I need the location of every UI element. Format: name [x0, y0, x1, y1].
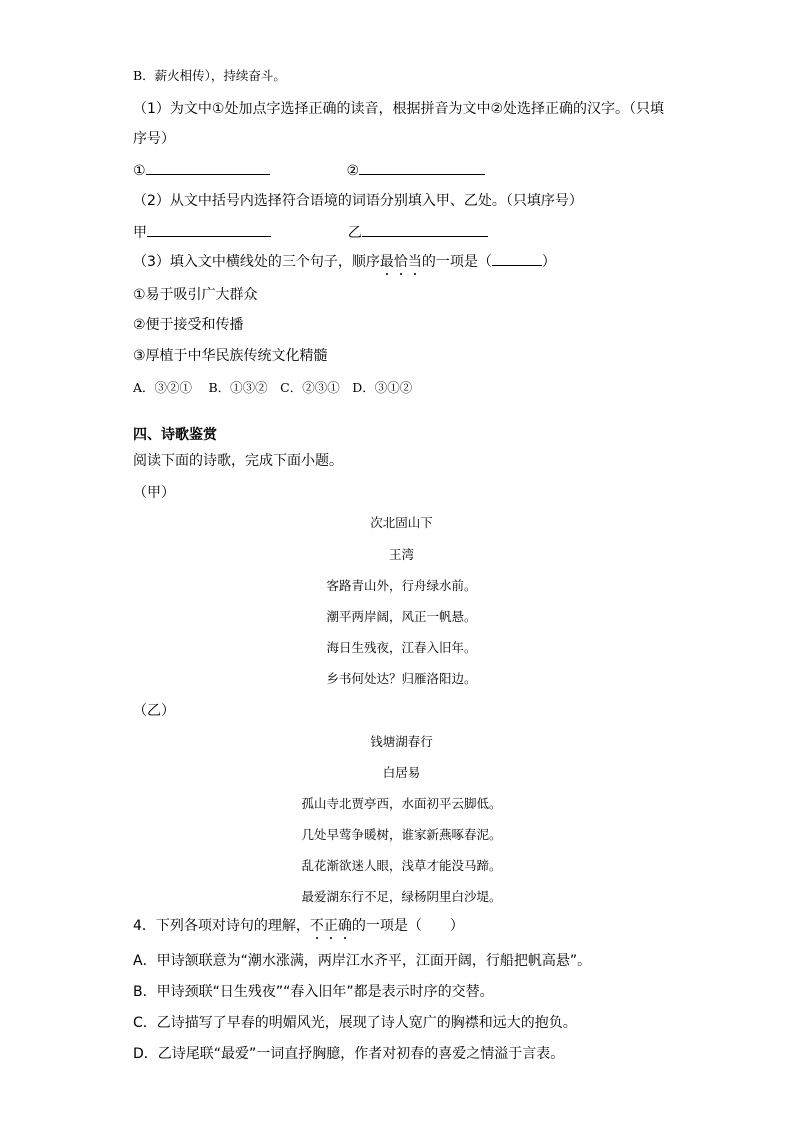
q1-blank2-label: ② — [346, 163, 360, 179]
q2-answer-row — [133, 222, 793, 243]
emphasis-char: 不 — [309, 918, 324, 934]
q4-option-d[interactable]: D．乙诗尾联“最爱”一词直抒胸臆，作者对初春的喜爱之情溢于言表。 — [133, 1046, 565, 1062]
section4-heading: 四、诗歌鉴赏 — [133, 427, 217, 443]
q2-blank1[interactable] — [147, 222, 271, 237]
q2-blank2-label: 乙 — [347, 225, 362, 241]
q3-answer-blank[interactable] — [492, 251, 542, 266]
q3-item-3: ③厚植于中华民族传统文化精髓 — [133, 348, 328, 364]
q1-answer-row — [133, 160, 793, 181]
emphasis-char: 确 — [337, 918, 352, 934]
q4-option-b[interactable]: B．甲诗颈联“日生残夜”“春入旧年”都是表示时序的交替。 — [133, 984, 494, 1000]
q3-options: A．③②① B．①③② C．②③① D．③①② — [133, 380, 413, 395]
poem-a-label: （甲） — [133, 485, 175, 501]
q3-text-after: 的一项是（ — [421, 254, 492, 270]
q3-text-before: （3）填入文中横线处的三个句子，顺序 — [133, 254, 380, 270]
poem-b-line: 乱花渐欲迷人眼，浅草才能没马蹄。 — [301, 858, 502, 873]
q3-text-dotted — [380, 254, 422, 270]
poem-b-line: 几处早莺争暖树，谁家新燕啄春泥。 — [301, 827, 502, 842]
q4-stem-after: 的一项是（ ） — [351, 918, 464, 934]
poem-a-line: 潮平两岸阔，风正一帆悬。 — [326, 609, 477, 624]
q4-option-a[interactable]: A．甲诗颔联意为“潮水涨满，两岸江水齐平，江面开阔，行船把帆高悬”。 — [133, 953, 592, 969]
q4-stem-dotted — [310, 918, 352, 934]
emphasis-char: 当 — [407, 254, 422, 270]
poem-b-author: 白居易 — [382, 765, 421, 780]
poem-b-title: 钱塘湖春行 — [370, 734, 433, 749]
q1-text-line1: （1）为文中①处加点字选择正确的读音，根据拼音为文中②处选择正确的汉字。（只填 — [133, 101, 665, 117]
q3-text-close: ） — [541, 254, 556, 270]
q3-text — [133, 251, 793, 272]
q2-blank2[interactable] — [362, 222, 488, 237]
q2-text: （2）从文中括号内选择符合语境的词语分别填入甲、乙处。（只填序号） — [133, 193, 583, 209]
poem-b-line: 孤山寺北贾亭西，水面初平云脚低。 — [301, 796, 502, 811]
poem-a-title: 次北固山下 — [370, 515, 433, 530]
q1-blank1-label: ① — [133, 163, 146, 179]
q4-option-c[interactable]: C．乙诗描写了早春的明媚风光，展现了诗人宽广的胸襟和远大的抱负。 — [133, 1015, 577, 1031]
poem-a-line: 海日生残夜，江春入旧年。 — [326, 640, 477, 655]
section4-instruction: 阅读下面的诗歌，完成下面小题。 — [133, 453, 343, 469]
poem-a-line: 客路青山外，行舟绿水前。 — [326, 578, 477, 593]
option-b-line: B．薪火相传），持续奋斗。 — [133, 68, 286, 83]
q3-item-2: ②便于接受和传播 — [133, 317, 244, 333]
q4-stem — [133, 916, 793, 936]
poem-b-label: （乙） — [133, 703, 175, 719]
poem-a-author: 王湾 — [388, 547, 414, 562]
q1-text-line2: 序号） — [133, 131, 175, 147]
q2-blank1-label: 甲 — [133, 225, 147, 241]
poem-b-line: 最爱湖东行不足，绿杨阴里白沙堤。 — [301, 889, 502, 904]
q4-stem-before: 4．下列各项对诗句的理解， — [133, 918, 310, 934]
emphasis-char: 正 — [323, 918, 338, 934]
q3-item-1: ①易于吸引广大群众 — [133, 287, 258, 303]
emphasis-char: 最 — [379, 254, 394, 270]
q1-blank1[interactable] — [146, 160, 270, 175]
emphasis-char: 恰 — [393, 254, 408, 270]
q1-blank2[interactable] — [359, 160, 485, 175]
poem-a-line: 乡书何处达？归雁洛阳边。 — [326, 671, 477, 686]
